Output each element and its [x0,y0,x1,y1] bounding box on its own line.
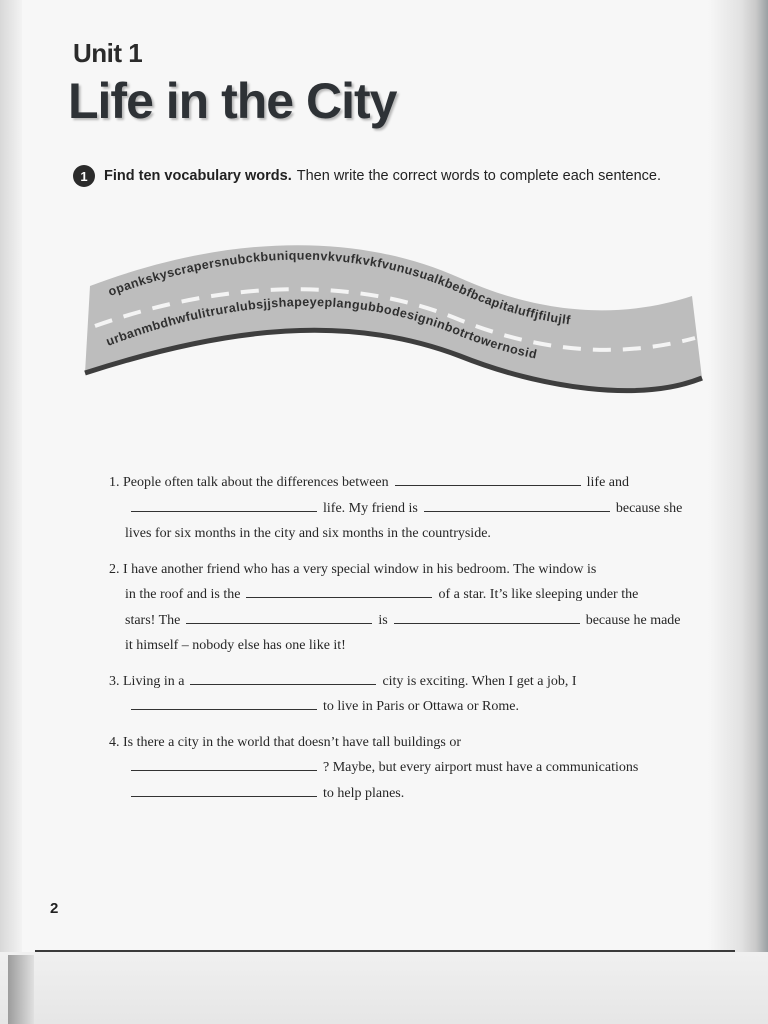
question-line: 2. I have another friend who has a very special window in his bedroom. The window is [109,561,597,577]
question-line: stars! The is because he made [109,608,719,634]
question-line: 3. Living in a city is exciting. When I get a job, I [109,669,719,695]
question-1 [109,470,719,547]
page-number: 2 [50,900,59,917]
page-shadow-left [0,0,22,1024]
scan-bottom-edge [0,952,768,1024]
question-line: 4. Is there a city in the world that doesn’t have tall buildings or [109,734,461,750]
question-3 [109,669,719,720]
answer-blank[interactable] [131,782,317,797]
answer-blank[interactable] [246,583,432,598]
question-line: 1. People often talk about the differences between life and [109,470,719,496]
question-line: life. My friend is because she [109,496,719,522]
answer-blank[interactable] [186,609,372,624]
word-snake-road [80,238,705,403]
question-line: it himself – nobody else has one like it! [125,638,346,653]
question-line: ? Maybe, but every airport must have a communications [109,755,719,781]
page-title: Life in the City [68,73,397,129]
answer-blank[interactable] [395,471,581,486]
question-line: in the roof and is the of a star. It’s like sleeping under the [109,582,719,608]
exercise-questions [109,470,719,816]
answer-blank[interactable] [394,609,580,624]
instruction-bold: Find ten vocabulary words. [104,168,292,184]
answer-blank[interactable] [131,497,317,512]
answer-blank[interactable] [424,497,610,512]
exercise-instruction [73,165,661,187]
question-4 [109,730,719,807]
question-2 [109,557,719,659]
instruction-text: Then write the correct words to complete each sentence. [296,168,662,184]
answer-blank[interactable] [131,695,317,710]
answer-blank[interactable] [131,756,317,771]
word-snake-top: opankskyscrapersnubckbuniquenvkvufkvkfvunusualkbebfbcapitaluffjfilujlf [106,248,572,328]
scan-corner-shadow [8,955,34,1024]
exercise-number-badge: 1 [73,165,95,187]
question-line: lives for six months in the city and six months in the countryside. [125,526,491,541]
question-line: to live in Paris or Ottawa or Rome. [109,694,719,720]
unit-label: Unit 1 [73,38,143,68]
word-snake-bottom: urbanmbdhwfulitruralubsjjshapeyeplangubbodesigninbotrtowernosid [104,295,539,362]
answer-blank[interactable] [190,670,376,685]
question-line: to help planes. [109,781,719,807]
